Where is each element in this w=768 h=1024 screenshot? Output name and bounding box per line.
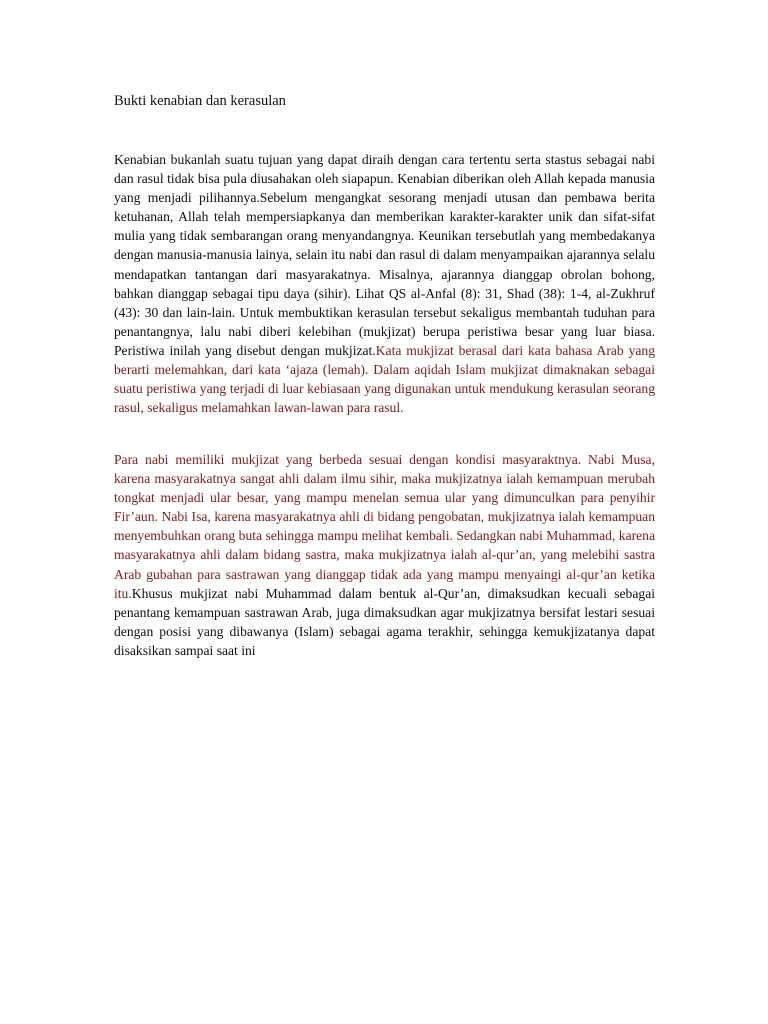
paragraph-2-black-text: Khusus mukjizat nabi Muhammad dalam bentuk al-Qur’an, dimaksudkan kecuali sebagai penantang kemampuan sastrawan Arab, juga dimaksudkan agar mukjizatnya bersifat lestari sesuai dengan posisi yang dibawanya (Islam) sebagai agama terakhir, sehingga kemukjizatanya dapat disaksikan sampai saat ini [114,585,655,658]
paragraph-1-black-text: Kenabian bukanlah suatu tujuan yang dapat diraih dengan cara tertentu serta stastus sebagai nabi dan rasul tidak bisa pula diusahakan oleh siapapun. Kenabian diberikan oleh Allah kepada manusia yang menjadi pilihannya.Sebelum mengangkat sesorang menjadi utusan dan pembawa berita ketuhanan, Allah telah mempersiapkanya dan memberikan karakter-karakter unik dan sifat-sifat mulia yang tidak sembarangan orang menyandangnya. Keunikan tersebutlah yang membedakanya dengan manusia-manusia lainya, selain itu nabi dan rasul di dalam menyampaikan ajarannya selalu mendapatkan tantangan dari masyarakatnya. Misalnya, ajarannya dianggap obrolan bohong, bahkan dianggap sebagai tipu daya (sihir). Lihat QS al-Anfal (8): 31, Shad (38): 1-4, al-Zukhruf (43): 30 dan lain-lain. Untuk membuktikan kerasulan tersebut sekaligus membantah tuduhan para penantangnya, lalu nabi diberi kelebihan (mukjizat) berupa peristiwa besar yang luar biasa. Peristiwa inilah yang disebut dengan mukjizat. [114,152,655,358]
document-title: Bukti kenabian dan kerasulan [114,93,286,109]
paragraph-1-red-text: Kata mukjizat berasal dari kata bahasa Arab yang berarti melemahkan, dari kata ‘ajaza (lemah). Dalam aqidah Islam mukjizat dimaknakan sebagai suatu peristiwa yang terjadi di luar kebiasaan yang digunakan untuk mendukung kerasulan seorang rasul, sekaligus melamahkan lawan-lawan para rasul. [114,342,655,416]
paragraph-1 [114,150,655,417]
paragraph-2 [114,450,655,660]
paragraph-2-red-text: Para nabi memiliki mukjizat yang berbeda sesuai dengan kondisi masyaraktnya. Nabi Musa, karena masyarakatnya sangat ahli dalam ilmu sihir, maka mukjizatnya ialah kemampuan merubah tongkat menjadi ular besar, yang mampu menelan semua ular yang dimunculkan para penyihir Fir’aun. Nabi Isa, karena masyarakatnya ahli di bidang pengobatan, mukjizatnya ialah kemampuan menyembuhkan orang buta sehingga mampu melihat kembali. Sedangkan nabi Muhammad, karena masyarakatnya ahli dalam bidang sastra, maka mukjizatnya ialah al-qur’an, yang melebihi sastra Arab gubahan para sastrawan yang dianggap tidak ada yang mampu menyaingi al-qur’an ketika itu. [114,452,655,601]
